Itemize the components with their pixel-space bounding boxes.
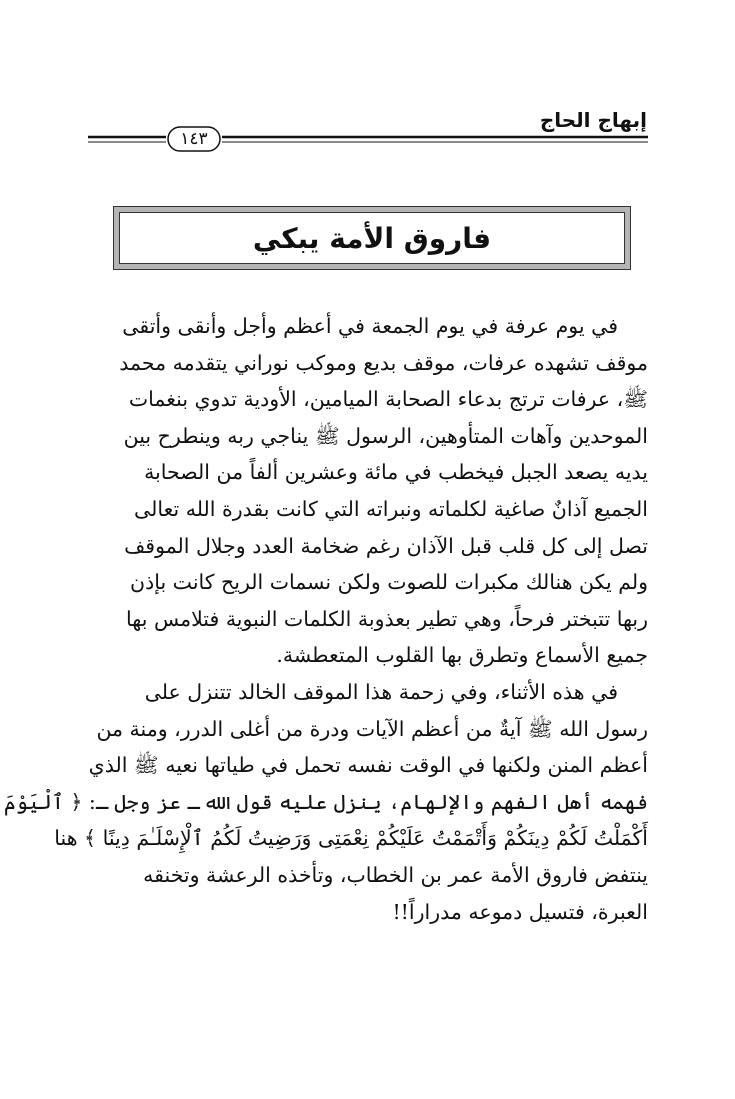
body-line: فهمه أهل الفهم والإلهام، ينزل عليه قول الله ـ عز وجل ـ: ﴿ ٱلْيَوْمَ	[3, 789, 648, 814]
body-line: الجميع آذانٌ صاغية لكلماته ونبراته التي كانت بقدرة الله تعالى	[134, 496, 648, 521]
body-line: في يوم عرفة في يوم الجمعة في أعظم وأجل وأنقى وأتقى	[122, 314, 618, 338]
chapter-title: فاروق الأمة يبكي	[252, 222, 492, 255]
body-line: تصل إلى كل قلب قبل الآذان رغم ضخامة العدد وجلال الموقف	[124, 533, 648, 558]
body-text	[3, 308, 648, 930]
body-line: ينتفض فاروق الأمة عمر بن الخطاب، وتأخذه الرعشة وتخنقه	[143, 862, 648, 887]
body-line: ربها تتبختر فرحاً، وهي تطير بعذوبة الكلمات النبوية فتلامس بها	[126, 606, 648, 631]
body-line: رسول الله ﷺ آيةٌ من أعظم الآيات ودرة من أغلى الدرر، ومنة من	[96, 716, 648, 741]
page-number-rule	[88, 124, 648, 154]
body-line: موقف تشهده عرفات، موقف بديع وموكب نوراني يتقدمه محمد	[119, 350, 648, 375]
body-line: جميع الأسماع وتطرق بها القلوب المتعطشة.	[276, 643, 648, 668]
body-line: أَكْمَلْتُ لَكُمْ دِينَكُمْ وَأَتْمَمْتُ عَلَيْكُمْ نِعْمَتِى وَرَضِيتُ لَكُمُ ٱلْإِسْلَـٰمَ دِينًا ﴾ هنا	[54, 826, 648, 851]
body-line: أعظم المنن ولكنها في الوقت نفسه تحمل في طياتها نعيه ﷺ الذي	[88, 753, 648, 778]
body-line: يديه يصعد الجبل فيخطب في مائة وعشرين ألفاً من الصحابة	[144, 460, 648, 485]
body-line: الموحدين وآهات المتأوهين، الرسول ﷺ يناجي ربه وينطرح بين	[123, 423, 648, 448]
body-line: في هذه الأثناء، وفي زحمة هذا الموقف الخالد تتنزل على	[144, 679, 618, 704]
page-number: ١٤٣	[180, 129, 208, 149]
body-line: العبرة، فتسيل دموعه مدراراً!!	[392, 899, 648, 924]
body-line: ولم يكن هنالك مكبرات للصوت ولكن نسمات الريح كانت بإذن	[130, 570, 648, 595]
body-line: ﷺ، عرفات ترتج بدعاء الصحابة الميامين، الأودية تدوي بنغمات	[128, 387, 648, 412]
running-title: إبهاج الحاج	[539, 108, 647, 132]
chapter-title-frame	[113, 206, 631, 270]
